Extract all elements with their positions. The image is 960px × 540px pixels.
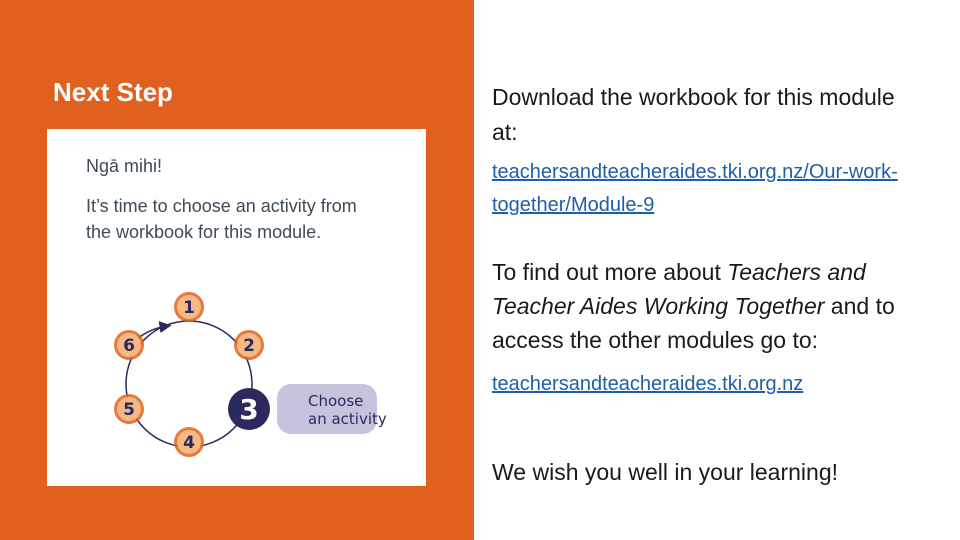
- more-info-text: [492, 255, 942, 357]
- svg-text:6: 6: [123, 336, 135, 356]
- svg-text:1: 1: [183, 298, 195, 318]
- more-info-text-end: and to access the other modules go to:: [492, 293, 895, 353]
- page-title: Next Step: [53, 77, 173, 107]
- svg-text:4: 4: [183, 433, 195, 453]
- activity-card: [47, 129, 426, 486]
- step-6: [114, 330, 144, 360]
- svg-text:5: 5: [123, 400, 135, 420]
- choose-activity-label-line1: Choose: [308, 392, 364, 410]
- step-1: [174, 292, 204, 322]
- svg-text:2: 2: [243, 336, 255, 356]
- download-instructions: Download the workbook for this module at:: [492, 84, 895, 145]
- more-info-text-start: To find out more about: [492, 259, 728, 285]
- greeting-text: Ngā mihi!: [86, 156, 163, 176]
- activity-cycle-diagram: [107, 279, 397, 469]
- choose-activity-label-line2: an activity: [308, 410, 387, 428]
- step-3: [228, 388, 270, 430]
- workbook-link[interactable]: teachersandteacheraides.tki.org.nz/Our-work-together/Module-9: [492, 161, 898, 216]
- instruction-text: It’s time to choose an activity from the workbook for this module.: [86, 196, 357, 242]
- site-link[interactable]: teachersandteacheraides.tki.org.nz: [492, 373, 804, 395]
- svg-text:3: 3: [239, 393, 259, 426]
- closing-message: We wish you well in your learning!: [492, 459, 839, 485]
- program-title: Teachers and Teacher Aides Working Together: [492, 259, 866, 319]
- left-panel: [0, 0, 474, 540]
- step-4: [174, 427, 204, 457]
- step-5: [114, 394, 144, 424]
- step-2: [234, 330, 264, 360]
